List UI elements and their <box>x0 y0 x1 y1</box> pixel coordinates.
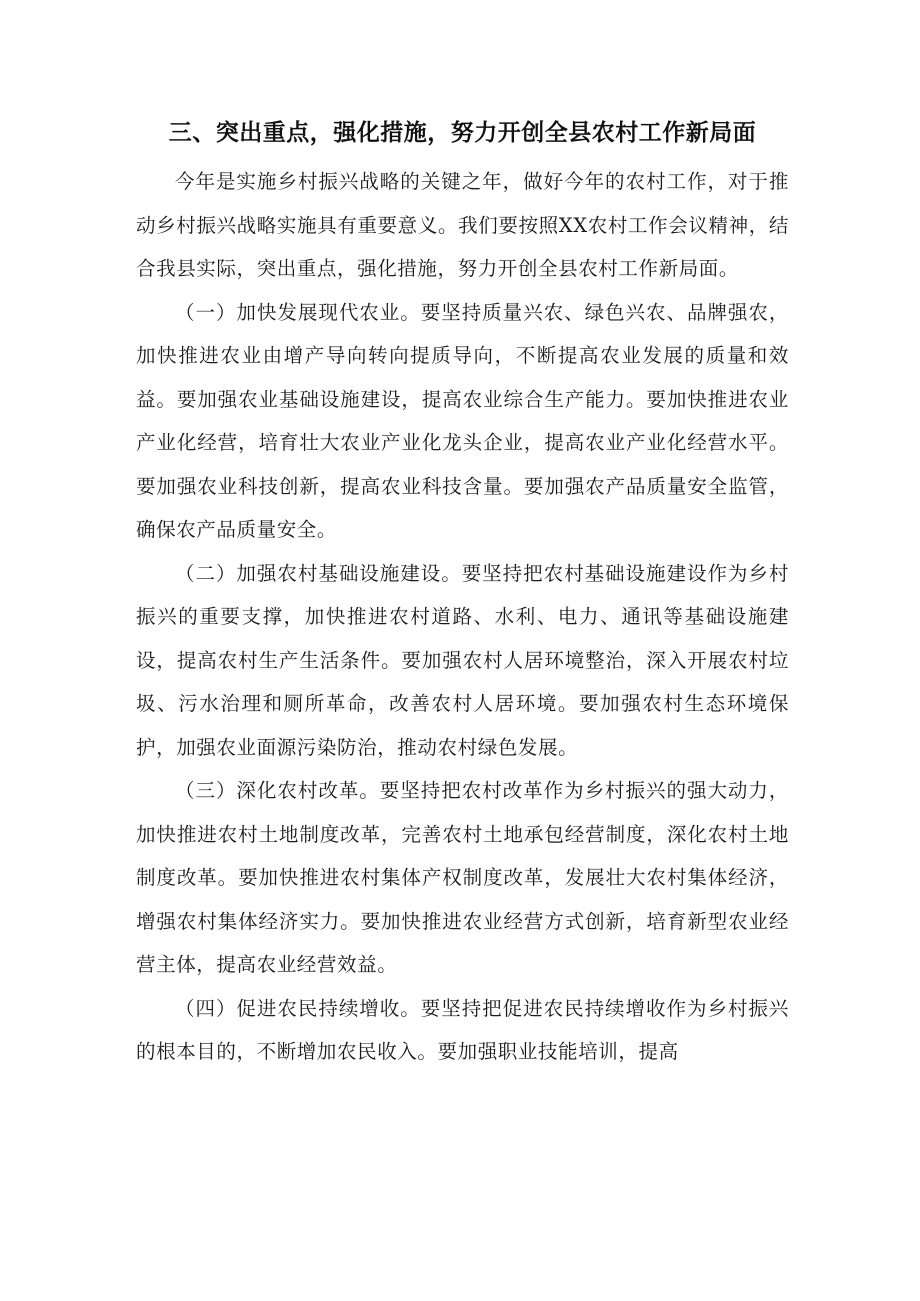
paragraph-farmer-income: （四）促进农民持续增收。要坚持把促进农民持续增收作为乡村振兴的根本目的，不断增加农民收入。要加强职业技能培训，提高 <box>136 996 789 1063</box>
intro-paragraph: 今年是实施乡村振兴战略的关键之年，做好今年的农村工作，对于推动乡村振兴战略实施具有重要意义。我们要按照XX农村工作会议精神，结合我县实际，突出重点，强化措施，努力开创全县农村工作新局面。 <box>136 170 789 280</box>
paragraph-rural-reform: （三）深化农村改革。要坚持把农村改革作为乡村振兴的强大动力，加快推进农村土地制度改革，完善农村土地承包经营制度，深化农村土地制度改革。要加快推进农村集体产权制度改革，发展壮大农村集体经济，增强农村集体经济实力。要加快推进农业经营方式创新，培育新型农业经营主体，提高农业经营效益。 <box>136 779 789 976</box>
document-page <box>136 112 789 1074</box>
section-heading: 三、突出重点，强化措施，努力开创全县农村工作新局面 <box>168 120 757 146</box>
paragraph-modern-agriculture: （一）加快发展现代农业。要坚持质量兴农、绿色兴农、品牌强农，加快推进农业由增产导向转向提质导向，不断提高农业发展的质量和效益。要加强农业基础设施建设，提高农业综合生产能力。要加快推进农业产业化经营，培育壮大农业产业化龙头企业，提高农业产业化经营水平。要加强农业科技创新，提高农业科技含量。要加强农产品质量安全监管，确保农产品质量安全。 <box>136 300 789 541</box>
paragraph-rural-infrastructure: （二）加强农村基础设施建设。要坚持把农村基础设施建设作为乡村振兴的重要支撑，加快推进农村道路、水利、电力、通讯等基础设施建设，提高农村生产生活条件。要加强农村人居环境整治，深入开展农村垃圾、污水治理和厕所革命，改善农村人居环境。要加强农村生态环境保护，加强农业面源污染防治，推动农村绿色发展。 <box>136 561 789 759</box>
